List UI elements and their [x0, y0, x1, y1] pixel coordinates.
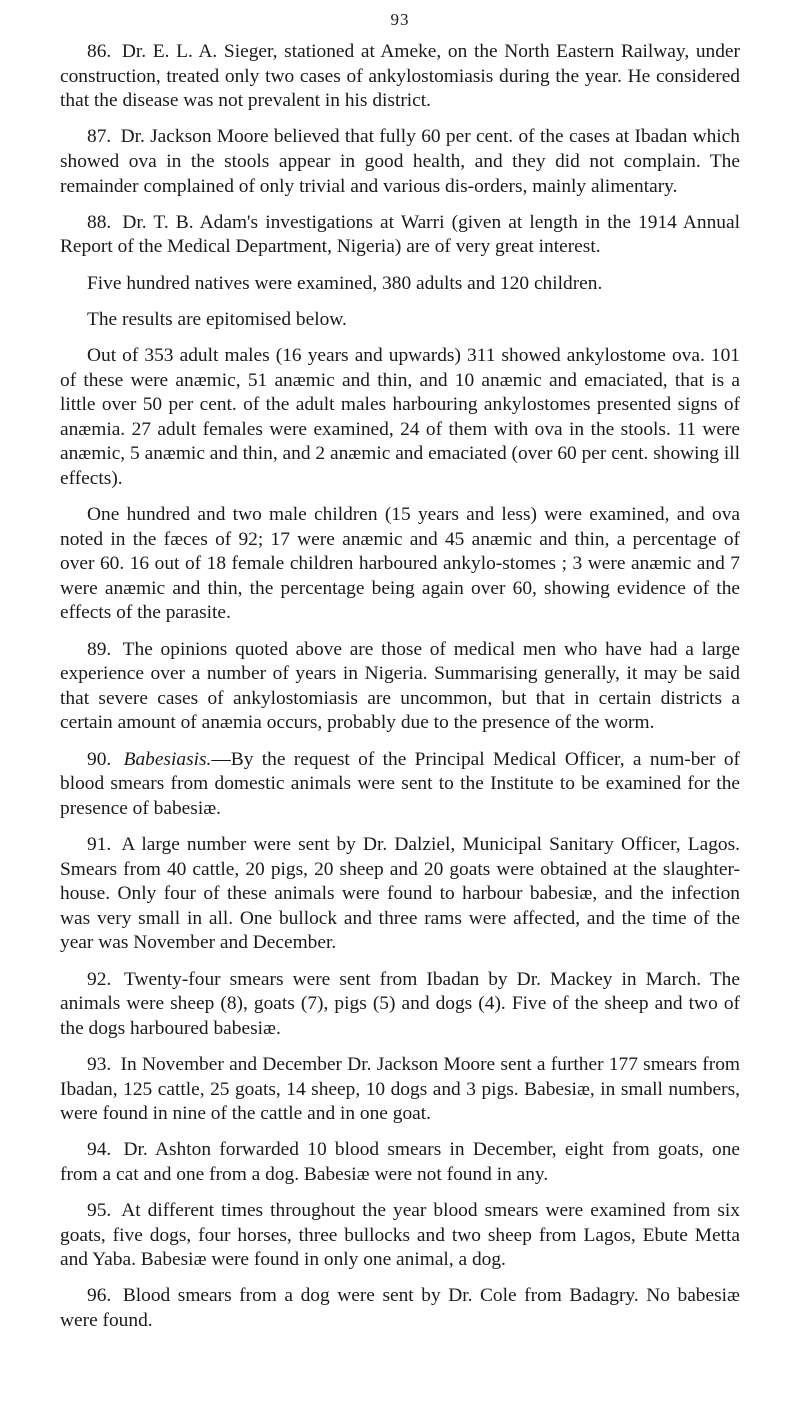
- paragraph-text: Dr. T. B. Adam's investigations at Warri (given at length in the 1914 Annual Report of the Medical Department, Nigeria) are of very great interest.: [60, 211, 740, 258]
- paragraph-text: A large number were sent by Dr. Dalziel, Municipal Sanitary Officer, Lagos. Smears from 40 cattle, 20 pigs, 20 sheep and 20 goats were obtained at the slaughter-house. Only four of these animals were found to harbour babesiæ, and the infection was very small in all. One bullock and three rams were affected, and the time of the year was November and December.: [60, 833, 741, 954]
- paragraph-text: The opinions quoted above are those of medical men who have had a large experience over a number of years in Nigeria. Summarising generally, it may be said that severe cases of ankylostomiasis are uncommon, but that in certain districts a certain amount of anæmia occurs, probably due to the presence of the worm.: [60, 638, 740, 734]
- section-heading-babesiasis: Babesiasis.: [123, 748, 212, 770]
- paragraph-87: [60, 125, 740, 199]
- paragraph-number: 86.: [87, 41, 112, 62]
- paragraph-number: 93.: [87, 1053, 112, 1075]
- paragraph-text: —By the request of the Principal Medical Officer, a num-ber of blood smears from domestic animals were sent to the Institute to be examined for the presence of babesiæ.: [60, 748, 740, 819]
- paragraph-children: [60, 503, 740, 626]
- paragraph-number: 91.: [87, 833, 112, 855]
- paragraph-text: Dr. Ashton forwarded 10 blood smears in December, eight from goats, one from a cat and one from a dog. Babesiæ were not found in any.: [60, 1139, 740, 1185]
- paragraph-text: Out of 353 adult males (16 years and upwards) 311 showed ankylostome ova. 101 of these were anæmic, 51 anæmic and thin, and 10 anæmic and emaciated, that is a little over 50 per cent. of the adult males harbouring ankylostomes presented signs of anæmia. 27 adult females were examined, 24 of them with ova in the stools. 11 were anæmic, 5 anæmic and thin, and 2 anæmic and emaciated (over 60 per cent. showing ill effects).: [60, 344, 740, 489]
- document-body: [60, 40, 740, 1345]
- paragraph-96: [60, 1284, 740, 1333]
- paragraph-text: Twenty-four smears were sent from Ibadan by Dr. Mackey in March. The animals were sheep (8), goats (7), pigs (5) and dogs (4). Five of the sheep and two of the dogs harboured babesiæ.: [60, 968, 740, 1039]
- paragraph-92: [60, 968, 740, 1042]
- paragraph-95: [60, 1199, 740, 1273]
- paragraph-number: 90.: [87, 748, 112, 770]
- paragraph-number: 94.: [87, 1139, 112, 1161]
- paragraph-epitomised: [60, 308, 740, 333]
- paragraph-89: [60, 638, 740, 736]
- paragraph-text: At different times throughout the year blood smears were examined from six goats, five dogs, four horses, three bullocks and two sheep from Lagos, Ebute Metta and Yaba. Babesiæ were found in only one animal, a dog.: [60, 1200, 740, 1271]
- paragraph-number: 96.: [87, 1285, 112, 1307]
- paragraph-91: [60, 833, 740, 956]
- paragraph-90: [60, 748, 740, 822]
- paragraph-text: Dr. E. L. A. Sieger, stationed at Ameke, on the North Eastern Railway, under construction, treated only two cases of ankylostomiasis during the year. He considered that the disease was not prevalent in his district.: [60, 41, 740, 112]
- paragraph-adult-males: [60, 344, 740, 492]
- paragraph-text: In November and December Dr. Jackson Moore sent a further 177 smears from Ibadan, 125 cattle, 25 goats, 14 sheep, 10 dogs and 3 pigs. Babesiæ, in small numbers, were found in nine of the cattle and in one goat.: [60, 1053, 740, 1125]
- paragraph-examined: [60, 272, 740, 297]
- paragraph-number: 88.: [87, 211, 112, 233]
- paragraph-number: 89.: [87, 638, 112, 660]
- paragraph-93: [60, 1053, 740, 1127]
- paragraph-text: Blood smears from a dog were sent by Dr. Cole from Badagry. No babesiæ were found.: [60, 1285, 740, 1332]
- paragraph-text: Five hundred natives were examined, 380 adults and 120 children.: [87, 272, 603, 294]
- paragraph-94: [60, 1138, 740, 1187]
- paragraph-88: [60, 211, 740, 260]
- paragraph-text: One hundred and two male children (15 years and less) were examined, and ova noted in the fæces of 92; 17 were anæmic and 45 anæmic and thin, a percentage of over 60. 16 out of 18 female children harboured ankylo-stomes ; 3 were anæmic and 7 were anæmic and thin, the percentage being again over 60, showing evidence of the effects of the parasite.: [60, 504, 740, 624]
- paragraph-86: [60, 40, 740, 114]
- paragraph-text: Dr. Jackson Moore believed that fully 60 per cent. of the cases at Ibadan which showed ova in the stools appear in good health, and they did not complain. The remainder complained of only trivial and various dis-orders, mainly alimentary.: [60, 126, 740, 197]
- paragraph-text: The results are epitomised below.: [87, 308, 347, 330]
- paragraph-number: 95.: [87, 1200, 112, 1222]
- paragraph-number: 87.: [87, 126, 112, 148]
- paragraph-number: 92.: [87, 968, 112, 990]
- page-number: 93: [390, 10, 410, 29]
